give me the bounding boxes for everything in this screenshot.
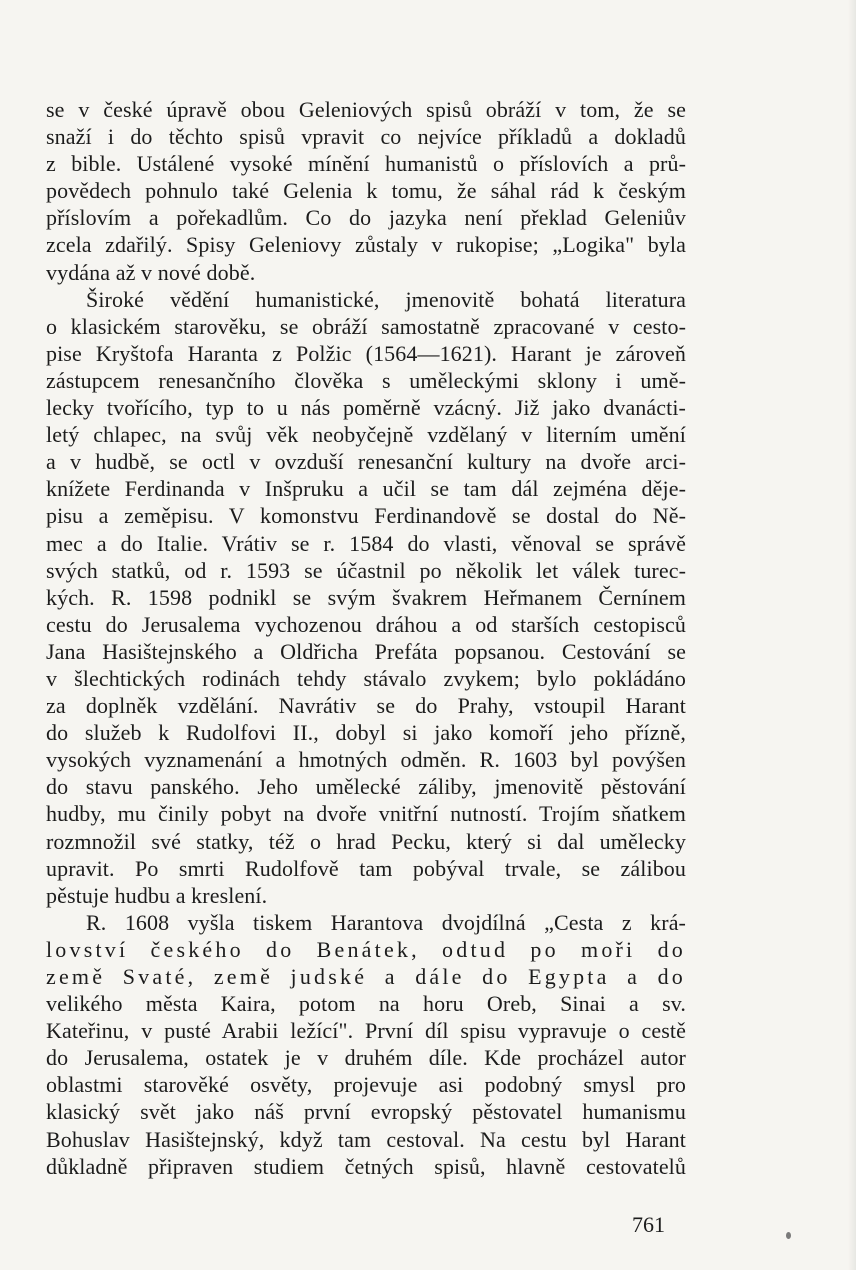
text-line: z bible. Ustálené vysoké mínění humanistů o příslovích a prů- <box>46 151 686 177</box>
text-line: rozmnožil své statky, též o hrad Pecku, který si dal umělecky <box>46 828 686 854</box>
text-line: knížete Ferdinanda v Inšpruku a učil se tam dál zejména děje- <box>46 476 686 502</box>
text-line: velikého města Kaira, potom na horu Oreb, Sinai a sv. <box>46 991 686 1017</box>
paragraph-start-line: R. 1608 vyšla tiskem Harantova dvojdílná „Cesta z krá- <box>86 909 686 935</box>
page-edge-shadow <box>848 0 856 1270</box>
text-line: cestu do Jerusalema vychozenou dráhou a od starších cestopisců <box>46 611 686 637</box>
text-line: v šlechtických rodinách tehdy stávalo zvykem; bylo pokládáno <box>46 665 686 691</box>
text-line: povědech pohnulo také Gelenia k tomu, že sáhal rád k českým <box>46 178 686 204</box>
text-line: pise Kryštofa Haranta z Polžic (1564—1621). Harant je zároveň <box>46 340 686 366</box>
text-line: do služeb k Rudolfovi II., dobyl si jako komoří jeho přízně, <box>46 720 686 746</box>
text-line: klasický svět jako náš první evropský pěstovatel humanismu <box>46 1099 686 1125</box>
text-line: pěstuje hudbu a kreslení. <box>46 882 268 908</box>
text-line: upravit. Po smrti Rudolfově tam pobýval trvale, se zálibou <box>46 855 686 881</box>
body-text <box>46 96 686 1180</box>
text-line: Kateřinu, v pusté Arabii ležící". První díl spisu vypravuje o cestě <box>46 1018 686 1044</box>
spaced-title-line: lovství českého do Benátek, odtud po moři do <box>46 936 686 962</box>
text-line: důkladně připraven studiem četných spisů, hlavně cestovatelů <box>46 1153 686 1179</box>
page-number: 761 <box>632 1212 665 1237</box>
ink-speck <box>786 1232 791 1239</box>
text-line: pisu a zeměpisu. V komonstvu Ferdinandově se dostal do Ně- <box>46 503 686 529</box>
text-line: do Jerusalema, ostatek je v druhém díle. Kde procházel autor <box>46 1045 686 1071</box>
text-line: letý chlapec, na svůj věk neobyčejně vzdělaný v literním umění <box>46 422 686 448</box>
text-line: snaží i do těchto spisů vpravit co nejvíce příkladů a dokladů <box>46 124 686 150</box>
text-line: a v hudbě, se octl v ovzduší renesanční kultury na dvoře arci- <box>46 449 686 475</box>
text-line: lecky tvořícího, typ to u nás poměrně vzácný. Již jako dvanácti- <box>46 395 686 421</box>
text-line: hudby, mu činily pobyt na dvoře vnitřní nutností. Trojím sňatkem <box>46 801 686 827</box>
text-line: se v české úpravě obou Geleniových spisů obráží v tom, že se <box>46 97 686 122</box>
text-line: o klasickém starověku, se obráží samostatně zpracované v cesto- <box>46 313 686 339</box>
text-line: svých statků, od r. 1593 se účastnil po několik let válek turec- <box>46 557 686 583</box>
text-line: Jana Hasištejnského a Oldřicha Prefáta popsanou. Cestování se <box>46 638 686 664</box>
text-line: vydána až v nové době. <box>46 259 256 285</box>
text-line: vysokých vyznamenání a hmotných odměn. R. 1603 byl povýšen <box>46 747 686 773</box>
spaced-title-line: země Svaté, země judské a dále do Egypta a do <box>46 964 686 989</box>
text-line: mec a do Italie. Vrátiv se r. 1584 do vlasti, věnoval se správě <box>46 530 686 556</box>
text-line: za doplněk vzdělání. Navrátiv se do Prahy, vstoupil Harant <box>46 693 686 719</box>
text-line: příslovím a pořekadlům. Co do jazyka není překlad Geleniův <box>46 205 686 231</box>
text-line: zástupcem renesančního člověka s uměleckými sklony i umě- <box>46 367 686 393</box>
text-line: oblastmi starověké osvěty, projevuje asi podobný smysl pro <box>46 1072 686 1098</box>
text-line: Bohuslav Hasištejnský, když tam cestoval. Na cestu byl Harant <box>46 1126 686 1152</box>
text-line: zcela zdařilý. Spisy Geleniovy zůstaly v rukopise; „Logika" byla <box>46 232 686 258</box>
paragraph-start-line: Široké vědění humanistické, jmenovitě bohatá literatura <box>86 286 686 312</box>
text-line: do stavu panského. Jeho umělecké záliby, jmenovitě pěstování <box>46 774 686 800</box>
text-line: kých. R. 1598 podnikl se svým švakrem Heřmanem Černínem <box>46 584 686 610</box>
